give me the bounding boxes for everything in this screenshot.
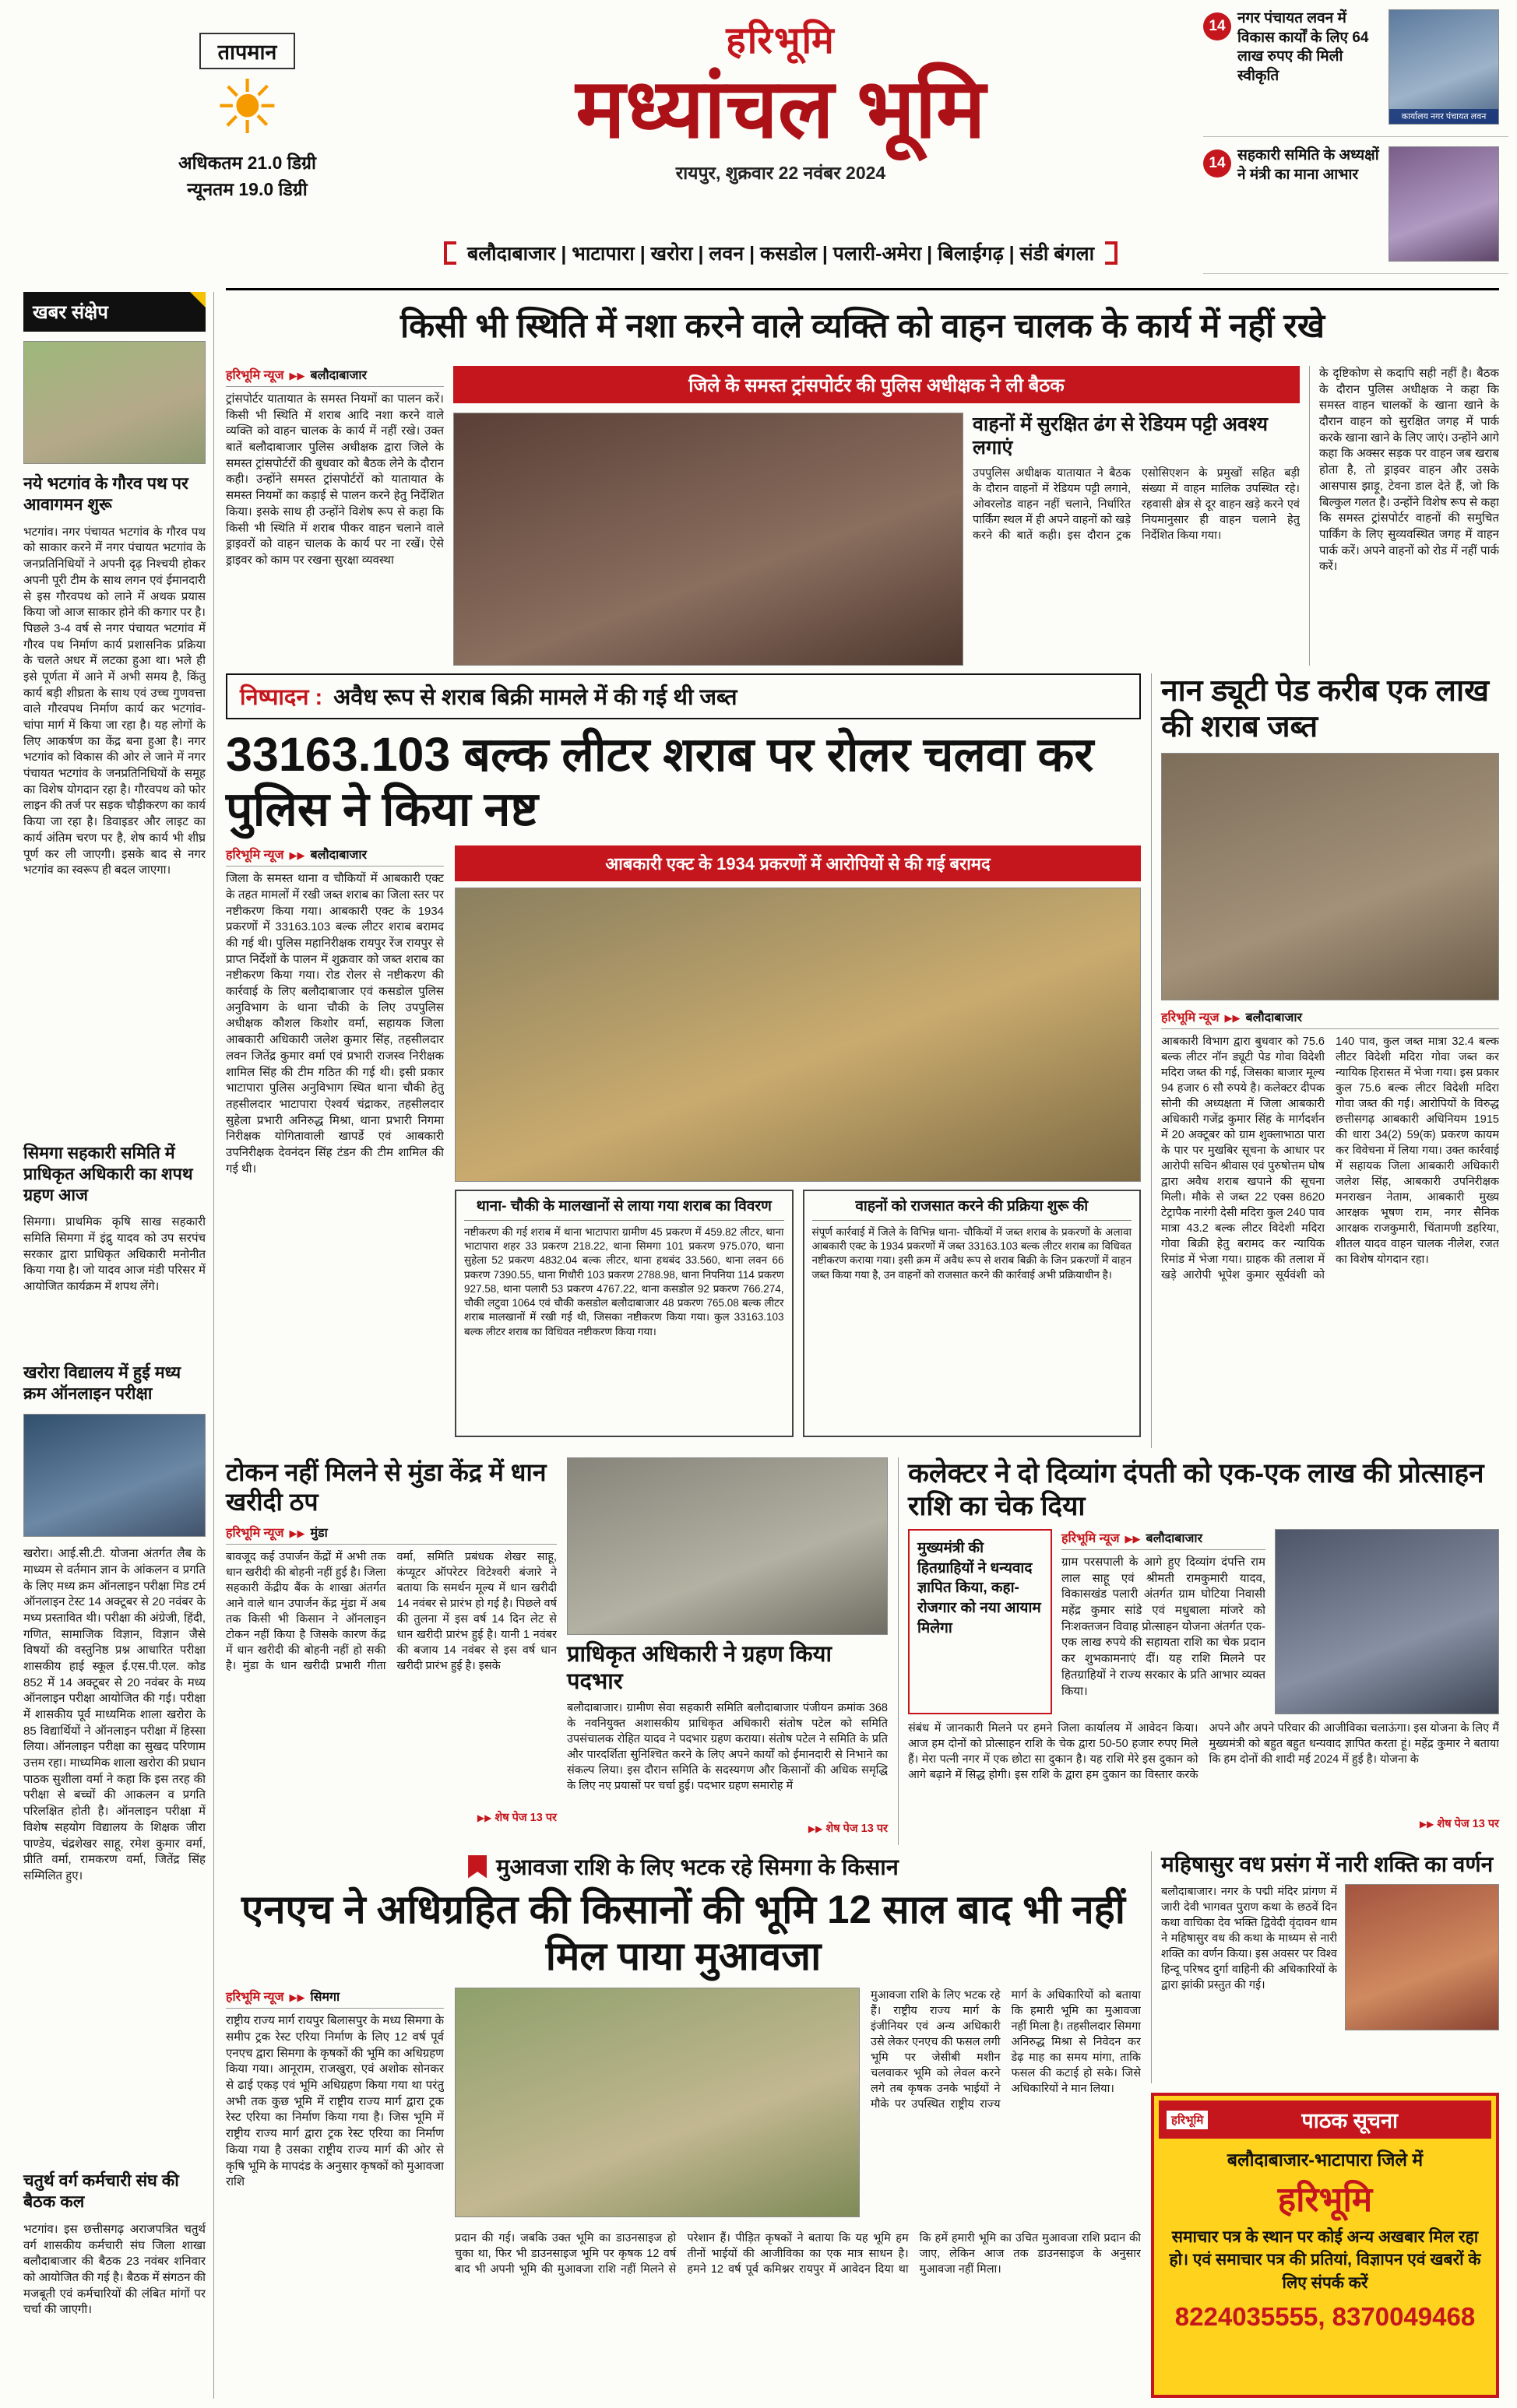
detail-box-title: वाहनों को राजसात करने की प्रक्रिया शुरू की (812, 1197, 1132, 1221)
article-katha (1151, 1851, 1499, 2083)
byline-place: बलौदाबाजार (310, 849, 368, 863)
byline (226, 1988, 444, 2009)
continued-marker (226, 1809, 557, 1825)
banner-icon (468, 1855, 487, 1879)
weather-min: न्यूनतम 19.0 डिग्री (187, 178, 308, 199)
arrows-icon: ▶▶ (808, 1823, 823, 1834)
continued-text: शेष पेज 13 पर (825, 1822, 888, 1835)
detail-boxes (455, 1190, 1141, 1437)
article-headline: नान ड्यूटी पेड करीब एक लाख की शराब जब्त (1161, 674, 1489, 744)
photo-cheque-presentation (1275, 1529, 1499, 1714)
page-badge: 14 (1203, 149, 1231, 178)
brief-story-body: भटगांव। इस छत्तीसगढ़ अराजपत्रित चतुर्थ वर्ग शासकीय कर्मचारी संघ जिला शाखा बलौदाबाजार की बैठक 23 नवंबर शनिवार को आयोजित की गई है। बैठक में संगठन की मजबूती एवं कर्मचारियों की लंबित मांगों पर चर्चा की जाएगी। (23, 2222, 206, 2317)
detail-box-body: नष्टीकरण की गई शराब में थाना भाटापारा ग्रामीण 45 प्रकरण में 459.82 लीटर, थाना भाटापारा शहर 33 प्रकरण 218.22, थाना सिमगा 101 प्रकरण 975.070, थाना सुहेला 52 प्रकरण 4832.04 बल्क लीटर, थाना हथबंद 33.560, थाना लवन 66 प्रकरण 7390.55, थाना गिधौरी 103 प्रकरण 2788.98, थाना निपनिया 114 प्रकरण 927.58, थाना पलारी 53 प्रकरण 4767.22, थाना कसडोल 92 प्रकरण 766.274, चौकी लटुवा 1064 एवं चौकी कसडोल बलौदाबाजार 48 प्रकरण 765.08 बल्क लीटर शराब मालखानों में रखी गई थी, जिसका नष्टीकरण किया गया। कुल 33163.103 बल्क लीटर शराब का विधिवत नष्टीकरण किया गया। (464, 1226, 784, 1338)
article-collector-cheque (898, 1457, 1499, 1845)
photo-seized-liquor (1161, 753, 1499, 1000)
arrows-icon: ▶▶ (477, 1812, 492, 1823)
article-lead-column (1061, 1529, 1265, 1714)
photo-road (23, 341, 206, 464)
sub-headline: वाहनों में सुरक्षित ढंग से रेडियम पट्टी अवश्य लगाएं (973, 413, 1268, 459)
kicker-box (226, 673, 1141, 719)
byline-place: बलौदाबाजार (1146, 1532, 1203, 1545)
photo-felicitation (1389, 146, 1499, 262)
news-brief-column (23, 292, 214, 2399)
brief-story-body: सिमगा। प्राथमिक कृषि साख सहकारी समिति सिमगा में इंद्रु यादव को उप सरपंच सरकार द्वारा प्राधिकृत अधिकारी मनोनीत किया गया है। जो यादव आज मंडी परिसर में आयोजित कार्यक्रम में शपथ लेंगे। (23, 1215, 206, 1294)
arrows-icon: ▶▶ (1419, 1819, 1434, 1830)
byline (226, 366, 444, 387)
byline-place: सिमगा (310, 1991, 340, 2005)
masthead (374, 14, 1188, 185)
photo-nagar-panchayat (1389, 9, 1499, 125)
photo-nh-land (455, 1988, 860, 2217)
article-content (226, 1988, 1141, 2377)
kicker-text: मुआवजा राशि के लिए भटक रहे सिमगा के किसान (496, 1855, 899, 1880)
notice-title: पाठक सूचना (1301, 2109, 1399, 2132)
byline (1161, 1008, 1499, 1029)
kicker-row (226, 1851, 1141, 1882)
detail-box-title: थाना- चौकी के मालखानों से लाया गया शराब का विवरण (464, 1197, 784, 1221)
notice-line: बलौदाबाजार-भाटापारा जिले में (1227, 2150, 1424, 2170)
top-promos (1203, 9, 1508, 274)
article-lead-column (226, 1988, 444, 2377)
article-paddy-token (226, 1457, 557, 1845)
byline-agency: हरिभूमि न्यूज (226, 1526, 284, 1540)
byline-arrows-icon: ▶▶ (289, 1527, 305, 1539)
photo-computer-lab (23, 1414, 206, 1537)
article-body: संबंध में जानकारी मिलने पर हमने जिला कार्यालय में आवेदन किया। आज हम दोनों को प्रोत्साहन राशि के चेक द्वारा 50-50 हजार रुपए मिले हैं। मेरा पत्नी नगर में एक छोटा सा दुकान है। यह राशि मेरे इस दुकान को आगे बढ़ाने में सिद्ध होगी। इस राशि के द्वारा हम दुकान का विस्तार करके अपने और अपने परिवार की आजीविका चलाऊंगा। इस योजना के लिए मैं मुख्यमंत्री को बहुत बहुत धन्यवाद ज्ञापित करता हूं। महेंद्र कुमार ने बताया कि हम दोनों की शादी मई 2024 में हुई है। योजना के (908, 1722, 1499, 1781)
byline (226, 845, 444, 867)
detail-box (455, 1190, 794, 1437)
main-headline: 33163.103 बल्क लीटर शराब पर रोलर चलवा कर पुलिस ने किया नष्ट (226, 728, 1094, 836)
article-headline: टोकन नहीं मिलने से मुंडा केंद्र में धान खरीदी ठप (226, 1458, 547, 1517)
article-nh-compensation (226, 1851, 1141, 2398)
detail-box (803, 1190, 1142, 1437)
brief-story-title: नये भटगांव के गौरव पथ पर आवागमन शुरू (23, 474, 188, 514)
highlight-box: मुख्यमंत्री की हितग्राहियों ने धन्यवाद ज्ञापित किया, कहा- रोजगार को नया आयाम मिलेगा (908, 1529, 1052, 1714)
continued-text: शेष पेज 13 पर (1437, 1818, 1499, 1830)
newspaper-logo: हरिभूमि (726, 20, 836, 62)
article-subsection (973, 413, 1300, 666)
photo-caption: कार्यालय नगर पंचायत लवन (1389, 109, 1498, 124)
byline-agency: हरिभूमि न्यूज (226, 849, 284, 863)
promo-headline: नगर पंचायत लवन में विकास कार्यों के लिए 64 लाख रुपए की मिली स्वीकृति (1237, 10, 1369, 85)
promo-item (1203, 146, 1508, 274)
byline-place: मुंडा (310, 1526, 328, 1540)
newspaper-logo-small: हरिभूमि (1167, 2111, 1208, 2129)
weather-title: तापमान (199, 33, 296, 69)
cities-list: बलौदाबाजार | भाटापारा | खरोरा | लवन | कसडोल | पलारी-अमेरा | बिलाईगढ़ | संडी बंगला (466, 243, 1095, 265)
article-body: आबकारी विभाग द्वारा बुधवार को 75.6 बल्क लीटर नॉन ड्यूटी पेड गोवा विदेशी मदिरा जब्त की गई, जिसका बाजार मूल्य 94 हजार 6 सौ रुपये है। कलेक्टर दीपक सोनी की अध्यक्षता में जिला आबकारी अधिकारी गजेंद्र कुमार सिंह के मार्गदर्शन में 20 अक्टूबर को ग्राम शुक्लाभाठा पारा के पार पर मुखबिर सूचना के आधार पर आरोपी सचिन श्रीवास एवं पुरुषोत्तम घोष द्वारा अवैध शराब खपाने की सूचना मिली। मौके से जब्त 22 एक्स 8620 टेट्रापैक नारंगी देसी मदिरा कुल 240 पाव मात्रा 43.2 बल्क लीटर विदेशी मदिरा गोवा बिक्री हेतु बरामद कर न्यायिक रिमांड में भेजा गया। ग्राहक की तलाश में खड़े आरोपी भूपेश कुमार सूर्यवंशी को 140 पाव, कुल जब्त मात्रा 32.4 बल्क लीटर विदेशी मदिरा गोवा जब्त कर न्यायिक हिरासत में भेजा गया। इस प्रकार कुल 75.6 बल्क लीटर विदेशी मदिरा गोवा जब्त की गई। आरोपियों के विरुद्ध छत्तीसगढ़ आबकारी अधिनियम 1915 की धारा 34(2) 59(क) प्रकरण कायम कर विवेचना में लिया गया। उक्त कार्रवाई में सहायक जिला आबकारी अधिकारी जलेश सिंह, आबकारी उपनिरीक्षक मनराखन नेताम, आबकारी मुख्य आरक्षक भूषण राम, नगर सैनिक आरक्षक राजकुमारी, चिंतामणी डहरिया, शीतल यादव वाहन चालक नीलेश, रजत का विशेष योगदान रहा। (1161, 1035, 1499, 1282)
continued-marker (908, 1816, 1499, 1831)
byline-arrows-icon: ▶▶ (1125, 1533, 1141, 1545)
weather-max: अधिकतम 21.0 डिग्री (178, 152, 316, 173)
cities-bar (374, 240, 1188, 266)
byline-place: बलौदाबाजार (310, 369, 368, 382)
article-media-column (455, 845, 1141, 1437)
article-body: बावजूद कई उपार्जन केंद्रों में अभी तक धान खरीदी की बोहनी नहीं हुई है। जिला सहकारी केंद्रीय बैंक के शाखा अंतर्गत आने वाले धान उपार्जन केंद्र मुंडा में अब तक किसी भी किसान ने ऑनलाइन टोकन नहीं किया है जिसके कारण केंद्र में धान खरीदी की बोहनी नहीं हो सकी है। मुंडा के धान खरीदी प्रभारी गीता वर्मा, समिति प्रबंधक शेखर साहू, कंप्यूटर ऑपरेटर विटेश्वरी बंजारे ने बताया कि समर्थन मूल्य में धान खरीदी 14 नवंबर से प्रारंभ हो गई है। पिछले वर्ष की तुलना में इस वर्ष 14 दिन लेट से धान खरीदी प्रारंभ हुई है। यानी 1 नवंबर की बजाय 14 नवंबर से इस वर्ष धान खरीदी प्रारंभ हुई है। इसके (226, 1550, 557, 1672)
article-body: जिला के समस्त थाना व चौकियों में आबकारी एक्ट के तहत मामलों में रखी जब्त शराब का जिला स्तर पर नष्टीकरण किया गया। आबकारी एक्ट के 1934 प्रकरणों में 33163.103 बल्क लीटर शराब बरामद की गई थी। पुलिस महानिरीक्षक रायपुर रेंज रायपुर से प्राप्त निर्देशों के पालन में शुक्रवार को जब्त शराब का नष्टीकरण किया गया। रोड रोलर से नष्टीकरण की कार्रवाई के लिए बलौदाबाजार एवं कसडोल पुलिस अनुविभाग के थाना चौकी के लिए उपपुलिस अधीक्षक कौशल किशोर वर्मा, सहायक जिला आबकारी अधिकारी जलेश कुमार सिंह, तहसीलदार लवन जितेंद्र कुमार वर्मा एवं प्रभारी राजस्व निरीक्षक शामिल सिंह की टीम गठित की गई थी। इसी प्रकार भाटापारा पुलिस अनुविभाग स्थित थाना चौकी हेतु तहसीलदार भाटापारा ऐश्वर्य चंद्राकर, तहसीलदार सुहेला प्रभारी अनिरुद्ध मिश्रा, थाना प्रभारी निगमा निरीक्षक योगितावाली खापर्डे एवं आबकारी उपनिरीक्षक देवनंदन सिंह टंडन की टीम शामिल की गई थी। (226, 872, 444, 1176)
edition-title: मध्यांचल भूमि (575, 63, 986, 155)
continued-marker (567, 1820, 888, 1836)
article-body: प्रदान की गई। जबकि उक्त भूमि का डाउनसाइज हो चुका था, फिर भी डाउनसाइज भूमि पर कृषक 12 वर्ष बाद भी अपनी भूमि की मुआवजा राशि नहीं मिलने से परेशान हैं। पीड़ित कृषकों ने बताया कि यह भूमि हम तीनों भाईयों की आजीविका का एक मात्र साधन है। हमने 12 वर्ष पूर्व कमिश्नर रायपुर में आवेदन दिया था कि हमें हमारी भूमि का उचित मुआवजा राशि प्रदान की जाए, लेकिन आज तक डाउनसाइज के अनुसार मुआवजा नहीं मिला। (455, 2232, 1141, 2276)
article-body: ग्राम परसपाली के आगे हुए दिव्यांग दंपत्ति राम लाल साहू एवं श्रीमती रामकुमारी यादव, विकासखंड पलारी अंतर्गत ग्राम घोटिया निवासी महेंद्र कुमार सांडे एवं मधुबाला मांजरे को निःशक्तजन विवाह प्रोत्साहन योजना अंतर्गत एक-एक लाख रुपये की सहायता राशि का चेक प्रदान कर शुभकामनाएं दीं। यह राशि मिलने पर हितग्राहियों ने राज्य सरकार के प्रति आभार व्यक्त किया। (1061, 1556, 1265, 1698)
top-banner-headline: किसी भी स्थिति में नशा करने वाले व्यक्ति को वाहन चालक के कार्य में नहीं रखे (226, 288, 1499, 360)
article-liquor-seizure (1151, 673, 1499, 1448)
kicker-text: अवैध रूप से शराब बिक्री मामले में की गई थी जब्त (333, 685, 737, 710)
byline-agency: हरिभूमि न्यूज (1061, 1532, 1120, 1545)
byline (226, 1524, 557, 1545)
page-badge: 14 (1203, 12, 1231, 40)
weather-widget (136, 33, 358, 234)
article-lead-column (226, 366, 444, 666)
article-liquor-destruction (226, 673, 1141, 1448)
brief-story-body: भटगांव। नगर पंचायत भटगांव के गौरव पथ को साकार करने में नगर पंचायत भटगांव के जनप्रतिनिधियों ने अपनी दृढ़ निश्चयी होकर अपनी पूरी टीम के साथ लगन एवं ईमानदारी से इस गौरवपथ को लाने में अथक प्रयास किया जो आज साकार होने की कगार पर है। पिछले 3-4 वर्ष से नगर पंचायत भटगांव में गौरव पथ निर्माण कार्य प्रशासनिक प्रक्रिया के चलते अधर में लटका हुआ था। भले ही इसे पूर्णता में आने में अभी समय है, किंतु कार्य बड़ी शीघ्रता के साथ एवं उच्च गुणवत्ता वाले गौरवपथ निर्माण कार्य कर भटगांव-चांपा मार्ग में किया जा रहा है। यह लोगों के लिए आकर्षण का केंद्र बना हुआ है। नगर भटगांव को विकास की ओर ले जाने में नगर पंचायत भटगांव के जनप्रतिनिधियों के समूह का विशेष योगदान रहा है। गौरवपथ को फोर लाइन की तर्ज पर सड़क चौड़ीकरण का कार्य किया जा रहा है। डिवाइडर और लाइट का कार्य अंतिम चरण पर है, शेष कार्य भी शीघ्र पूर्ण कर ली जाएगी। इसके बाद से नगर भटगांव का स्वरूप ही बदल जाएगा। (23, 525, 206, 877)
main-headline: एनएच ने अधिग्रहित की किसानों की भूमि 12 साल बाद भी नहीं मिल पाया मुआवजा (241, 1887, 1125, 1979)
contact-phone-numbers: 8224035555, 8370049468 (1174, 2302, 1476, 2332)
byline-place: बलौदाबाजार (1245, 1011, 1303, 1025)
brief-story-title: चतुर्थ वर्ग कर्मचारी संघ की बैठक कल (23, 2171, 179, 2211)
article-body: उपपुलिस अधीक्षक यातायात ने बैठक के दौरान वाहनों में रेडियम पट्टी लगाने, ओवरलोड वाहन नहीं चलाने, निर्धारित पार्किंग स्थल में ही अपने वाहनों को खड़े करने की बातें कही। इस दौरान ट्रक एसोसिएशन के प्रमुखों सहित बड़ी संख्या में वाहन मालिक उपस्थित रहे। रहवासी क्षेत्र से दूर वाहन खड़े करने एवं नियमानुसार ही वाहन चलाने हेतु निर्देशित किया गया। (973, 467, 1300, 542)
article-content (226, 845, 1141, 1437)
article-body: ट्रांसपोर्टर यातायात के समस्त नियमों का पालन करें। किसी भी स्थिति में शराब आदि नशा करने वाले व्यक्ति को वाहन चालक के कार्य में नहीं रखे। उक्त बातें बलौदाबाजार पुलिस अधीक्षक द्वारा जिले के समस्त ट्रांसपोर्टरों की बुधवार को बैठक लेने के दौरान कही। उन्होंने समस्त ट्रांसपोर्टरों को यातायात के समस्त नियमों का कड़ाई से पालन करने हेतु निर्देशित किया। इसके साथ ही उन्होंने विशेष रूप से कहा कि किसी भी स्थिति में शराब पीकर वाहन चलाने वाले ड्राइवरों को वाहन चालक के कार्य पर ना रखें। ऐसे ड्राइवर को काम पर रखना सुरक्षा व्यवस्था (226, 392, 444, 567)
continued-text: शेष पेज 13 पर (495, 1811, 557, 1824)
promo-item (1203, 9, 1508, 137)
red-bracket-left (444, 241, 456, 265)
byline-agency: हरिभूमि न्यूज (226, 369, 284, 382)
article-continuation-column (1309, 366, 1499, 666)
article-headline: प्राधिकृत अधिकारी ने ग्रहण किया पदभार (567, 1642, 832, 1694)
photo-road-roller-destruction (455, 888, 1141, 1182)
byline-arrows-icon: ▶▶ (289, 1991, 305, 2004)
kicker-label: निष्पादन : (240, 685, 323, 710)
byline (1061, 1529, 1265, 1550)
reader-notice-box (1151, 2093, 1499, 2398)
article-transporter-meeting (226, 366, 1499, 666)
notice-text: समाचार पत्र के स्थान पर कोई अन्य अखबार मिल रहा हो। एवं समाचार पत्र की प्रतियां, विज्ञापन एवं खबरों के लिए संपर्क करें (1169, 2228, 1481, 2292)
article-body: बलौदाबाजार। ग्रामीण सेवा सहकारी समिति बलौदाबाजार पंजीयन क्रमांक 368 के नवनियुक्त अशासकीय प्राधिकृत अधिकारी संतोष पटेल को समिति उपसंचालक रोहित यादव ने पदभार ग्रहण कराया। संतोष पटेल ने समिति के प्रति और पारदर्शिता सुनिश्चित करने के लिए अपने कार्यों को ईमानदारी से निभाने का संकल्प लिया। इस दौरान समिति के सदस्यगण और किसानों की अधिक समृद्धि के लिए नए प्रयासों पर चर्चा हुई। पदभार ग्रहण समारोह में (567, 1701, 888, 1792)
brief-story-body: खरोरा। आई.सी.टी. योजना अंतर्गत लैब के माध्यम से वर्तमान ज्ञान के आंकलन व प्रगति के लिए मध्य क्रम ऑनलाइन परीक्षा मिड टर्म ऑनलाइन टेस्ट 14 अक्टूबर से 20 नवंबर के मध्य प्रस्तावित थी। परीक्षा की अंग्रेजी, हिंदी, गणित, सामाजिक विज्ञान, विज्ञान जैसे विषयों की वस्तुनिष्ठ प्रश्न आधारित परीक्षा शासकीय हाई स्कूल ई.एस.पी.एल. कोड 852 में 14 अक्टूबर से 20 नवंबर के मध्य ऑनलाइन परीक्षा आयोजित की गई। परीक्षा में शासकीय पूर्व माध्यमिक शाला खरोरा के 85 विद्यार्थियों ने ऑनलाइन परीक्षा में हिस्सा लिया। ऑनलाइन परीक्षा का सुखद परिणाम उत्तम रहा। माध्यमिक शाला खरोरा की प्रधान पाठक सुशीला वर्मा ने कहा कि इस तरह की परीक्षा से बच्चों की आकलन व प्रगति परिलक्षित होती है। ऑनलाइन परीक्षा में विशेष सहयोग विद्यालय के शिक्षक जीरा पाण्डेय, चंद्रशेखर साहू, रमेश कुमार वर्मा, प्रीति वर्मा, रामकरण वर्मा, जितेंद्र सिंह सम्मिलित हुए। (23, 1547, 206, 1882)
notice-header (1159, 2100, 1491, 2139)
article-body: के दृष्टिकोण से कदापि सही नहीं है। बैठक के दौरान पुलिस अधीक्षक ने कहा कि समस्त वाहन चालकों के खाना खाने के दौरान वाहन को सुरक्षित जगह में पार्क करके खाना खाने के लिए जाएं। उन्होंने आगे कहा कि अक्सर सड़क पर वाहन जब खराब होता है, तो ड्राइवर वाहन और उसके आसपास झाड़ू, टेवना डाल देते हैं, जो कि बिल्कुल गलत है। उन्होंने विशेष रूप से कहा कि समस्त ट्रांसपोर्टर वाहनों की समुचित पार्किंग के लिए सुव्यवस्थित जगह में वाहन पार्क करें। अपने वाहनों को रोड में नहीं पार्क करें। (1319, 367, 1499, 574)
article-body: बलौदाबाजार। नगर के पद्मी मंदिर प्रांगण में जारी देवी भागवत पुराण कथा के छठवें दिन कथा वाचिका देव भक्ति द्विवेदी वृंदावन धाम ने महिषासुर वध की कथा के माध्यम से नारी शक्ति का वर्णन किया। इस अवसर पर विश्व हिन्दू परिषद दुर्गा वाहिनी की अधिकारियों के द्वारा झांकी प्रस्तुत की गई। (1161, 1886, 1337, 1992)
red-strap-headline: जिले के समस्त ट्रांसपोर्टर की पुलिस अधीक्षक ने ली बैठक (453, 366, 1300, 403)
article-content (908, 1529, 1499, 1714)
article-body: राष्ट्रीय राज्य मार्ग रायपुर बिलासपुर के मध्य सिमगा के समीप ट्रक रेस्ट एरिया निर्माण के लिए 12 वर्ष पूर्व एनएच द्वारा सिमगा के कृषकों की भूमि का अधिग्रहण किया गया। आनूराम, राजखुरा, एवं अशोक सोनकर से ढाई एकड़ एवं भूमि अधिग्रहण किया गया था परंतु अभी तक कुछ भूमि में राष्ट्रीय राज्य मार्ग द्वारा ट्रक रेस्ट एरिया का निर्माण किया गया है। जिस भूमि में राष्ट्रीय राज्य मार्ग द्वारा ट्रक रेस्ट एरिया का निर्माण किया गया है उसका राष्ट्रीय राज्य मार्ग की ओर से कृषि भूमि के मापदंड के अनुसार कृषकों को मुआवजा राशि (226, 2014, 444, 2189)
article-charge-taken (567, 1457, 888, 1845)
newspaper-logo: हरिभूमि (1277, 2181, 1373, 2219)
brief-story-title: सिमगा सहकारी समिति में प्राधिकृत अधिकारी का शपथ ग्रहण आज (23, 1143, 193, 1204)
dateline: रायपुर, शुक्रवार 22 नवंबर 2024 (675, 163, 886, 184)
byline-arrows-icon: ▶▶ (1224, 1012, 1241, 1025)
byline-agency: हरिभूमि न्यूज (1161, 1011, 1220, 1025)
red-bracket-right (1105, 241, 1118, 265)
article-body: मुआवजा राशि के लिए भटक रहे हैं। राष्ट्रीय राज्य मार्ग के इंजीनियर एवं अन्य अधिकारी उसे लेकर एनएच की फसल लगी भूमि पर जेसीबी मशीन चलवाकर भूमि को लेवल करने लगे तब कृषक उनके भाईयों ने मौके पर उपस्थित राष्ट्रीय राज्य मार्ग के अधिकारियों को बताया कि हमारी भूमि का मुआवजा नहीं मिला है। तहसीलदार सिमगा अनिरुद्ध मिश्रा से निवेदन कर डेढ़ माह का समय मांगा, ताकि फसल की कटाई हो सके। जिसे अधिकारियों ने मान लिया। (871, 1989, 1141, 2111)
detail-box-body: संपूर्ण कार्रवाई में जिले के विभिन्न थाना- चौकियों में जब्त शराब के प्रकरणों के अलावा आबकारी एक्ट के 1934 प्रकरणों में जब्त 33163.103 बल्क लीटर शराब का विधिवत नष्टीकरण कराया गया। इसी क्रम में अवैध रूप से शराब बिक्री के जिन प्रकरणों में वाहन जब्त किया गया है, उन वाहनों को राजसात करने की कार्रवाई अभी प्रक्रियाधीन है। (811, 1226, 1132, 1281)
byline-arrows-icon: ▶▶ (289, 849, 305, 862)
sun-icon: ☀ (213, 66, 281, 149)
article-headline: महिषासुर वध प्रसंग में नारी शक्ति का वर्णन (1161, 1852, 1494, 1876)
byline-arrows-icon: ▶▶ (289, 370, 305, 381)
photo-katha-event (1345, 1884, 1499, 2030)
article-headline: कलेक्टर ने दो दिव्यांग दंपती को एक-एक लाख की प्रोत्साहन राशि का चेक दिया (908, 1458, 1484, 1521)
brief-column-header: खबर संक्षेप (23, 292, 206, 332)
photo-group-officials (567, 1457, 888, 1635)
promo-headline: सहकारी समिति के अध्यक्षों ने मंत्री का माना आभार (1237, 147, 1379, 183)
photo-police-meeting (453, 413, 963, 666)
article-lead-column (226, 845, 444, 1437)
byline-agency: हरिभूमि न्यूज (226, 1991, 284, 2005)
brief-story-title: खरोरा विद्यालय में हुई मध्य क्रम ऑनलाइन परीक्षा (23, 1363, 181, 1404)
red-strap-caption: आबकारी एक्ट के 1934 प्रकरणों में आरोपियों से की गई बरामद (455, 845, 1141, 881)
